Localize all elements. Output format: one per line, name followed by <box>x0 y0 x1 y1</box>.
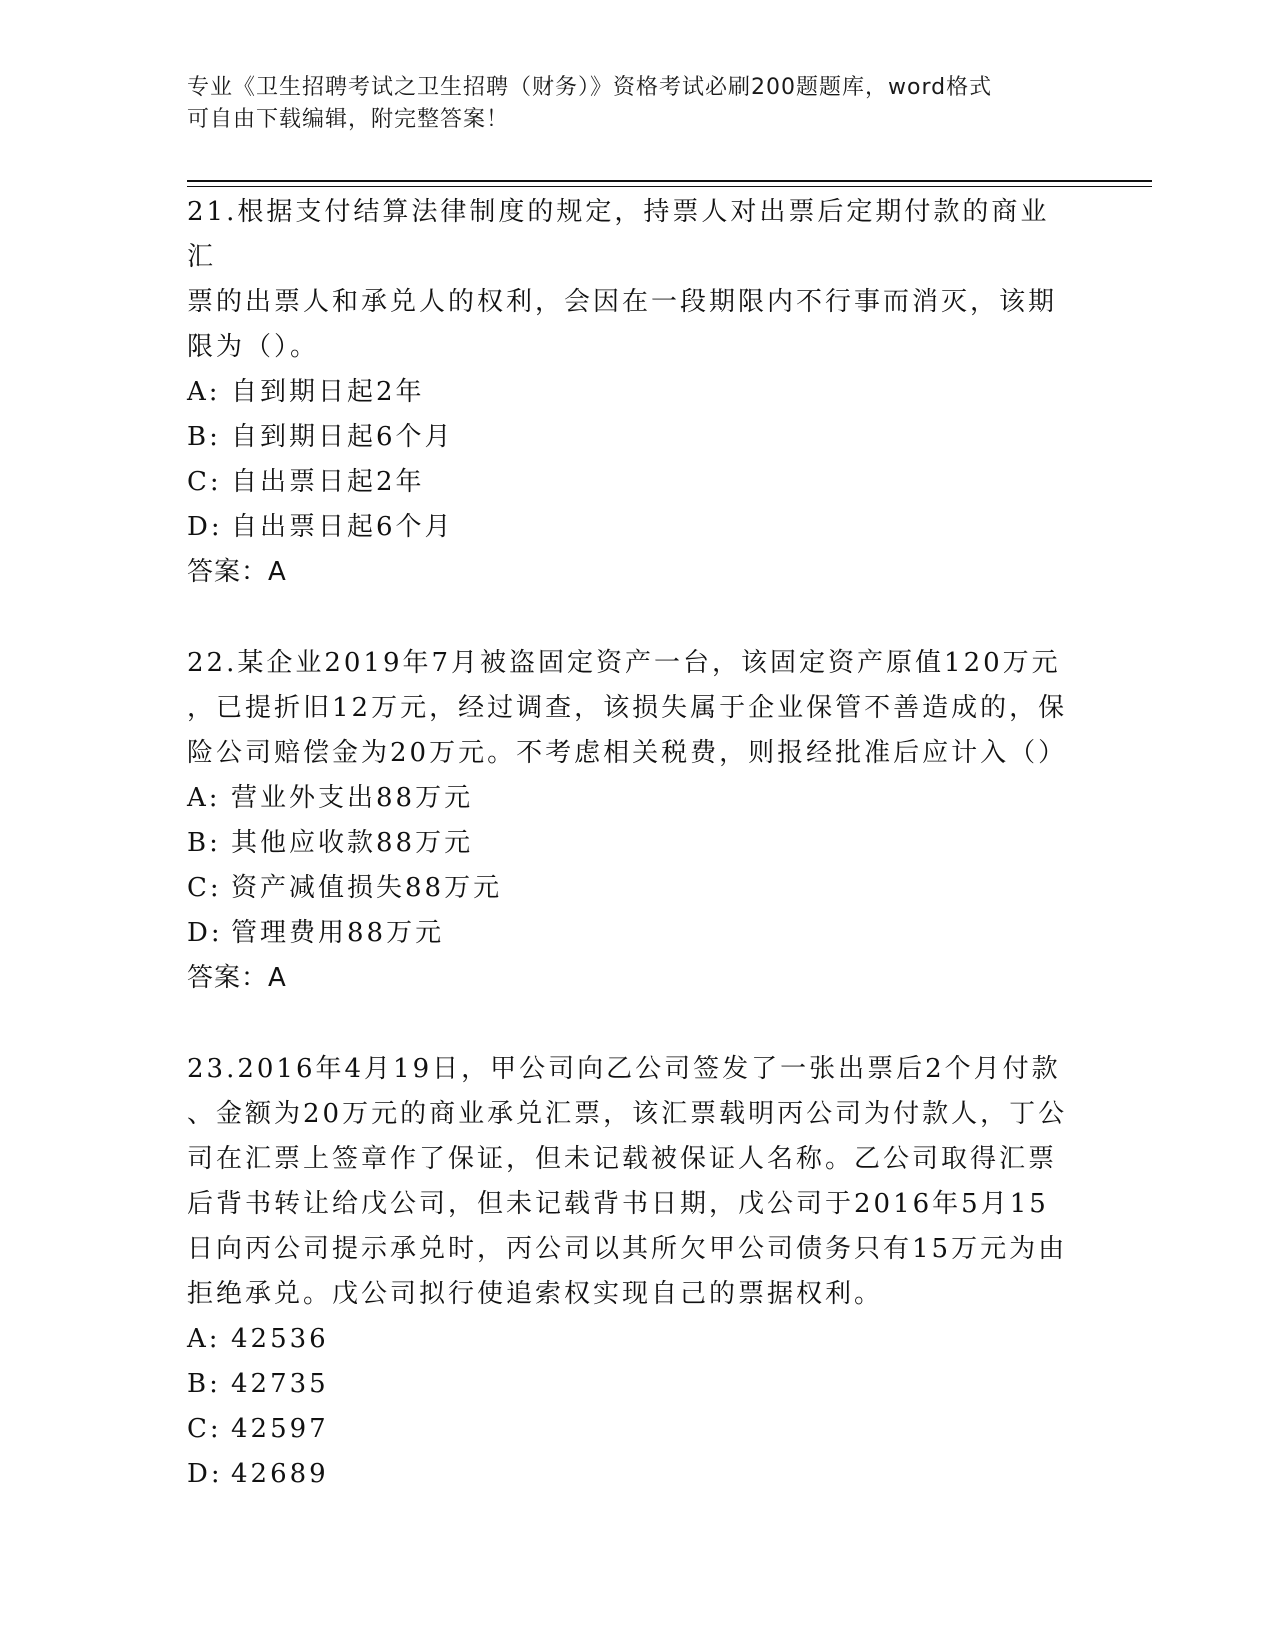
question-stem-line: 险公司赔偿金为20万元。不考虑相关税费，则报经批准后应计入（） <box>187 738 1068 768</box>
option-a <box>187 370 1077 415</box>
option-key: A: <box>187 783 221 813</box>
document-header <box>187 72 1067 136</box>
header-line-1: 专业《卫生招聘考试之卫生招聘（财务）》资格考试必刷200题题库，word格式 <box>187 75 993 100</box>
option-text: 自出票日起6个月 <box>231 512 454 542</box>
option-d <box>187 505 1077 550</box>
option-b <box>187 415 1077 460</box>
option-c <box>187 1407 1077 1452</box>
question-stem-line: 23.2016年4月19日，甲公司向乙公司签发了一张出票后2个月付款 <box>187 1054 1061 1084</box>
question-stem-line: 后背书转让给戊公司，但未记载背书日期，戊公司于2016年5月15 <box>187 1189 1049 1219</box>
question-22 <box>187 641 1077 1001</box>
header-line-2: 可自由下载编辑，附完整答案！ <box>187 107 510 132</box>
option-b <box>187 821 1077 866</box>
option-text: 42689 <box>231 1459 329 1489</box>
question-stem-line: 限为（）。 <box>187 332 320 362</box>
option-key: B: <box>187 1369 221 1399</box>
question-23 <box>187 1047 1077 1497</box>
option-b <box>187 1362 1077 1407</box>
option-text: 资产减值损失88万元 <box>231 873 503 903</box>
option-key: D: <box>187 1459 223 1489</box>
option-key: D: <box>187 512 223 542</box>
option-a <box>187 776 1077 821</box>
option-text: 营业外支出88万元 <box>231 783 474 813</box>
question-stem-line: 日向丙公司提示承兑时，丙公司以其所欠甲公司债务只有15万元为由 <box>187 1234 1068 1264</box>
question-stem-line: ，已提折旧12万元，经过调查，该损失属于企业保管不善造成的，保 <box>187 693 1068 723</box>
question-stem-line: 司在汇票上签章作了保证，但未记载被保证人名称。乙公司取得汇票 <box>187 1144 1058 1174</box>
option-c <box>187 866 1077 911</box>
question-stem-line: 22.某企业2019年7月被盗固定资产一台，该固定资产原值120万元 <box>187 648 1061 678</box>
question-list <box>187 190 1077 1543</box>
option-key: B: <box>187 828 221 858</box>
answer-line: 答案：A <box>187 963 287 993</box>
option-text: 自到期日起2年 <box>231 377 425 407</box>
option-key: B: <box>187 422 221 452</box>
question-stem-line: 拒绝承兑。戊公司拟行使追索权实现自己的票据权利。 <box>187 1279 884 1309</box>
option-d <box>187 1452 1077 1497</box>
option-text: 管理费用88万元 <box>231 918 445 948</box>
question-stem-line: 票的出票人和承兑人的权利，会因在一段期限内不行事而消灭，该期 <box>187 287 1058 317</box>
option-c <box>187 460 1077 505</box>
question-21 <box>187 190 1077 595</box>
option-key: C: <box>187 467 222 497</box>
answer-line: 答案：A <box>187 557 287 587</box>
option-key: A: <box>187 1324 221 1354</box>
option-key: C: <box>187 873 222 903</box>
option-a <box>187 1317 1077 1362</box>
option-text: 自出票日起2年 <box>231 467 425 497</box>
option-text: 自到期日起6个月 <box>231 422 454 452</box>
option-text: 42735 <box>231 1369 329 1399</box>
question-stem-line: 、金额为20万元的商业承兑汇票，该汇票载明丙公司为付款人，丁公 <box>187 1099 1068 1129</box>
header-divider-thick <box>187 180 1152 182</box>
question-stem-line: 21.根据支付结算法律制度的规定，持票人对出票后定期付款的商业汇 <box>187 197 1050 272</box>
option-d <box>187 911 1077 956</box>
option-key: D: <box>187 918 223 948</box>
option-text: 42597 <box>231 1414 329 1444</box>
option-text: 42536 <box>231 1324 329 1354</box>
option-text: 其他应收款88万元 <box>231 828 474 858</box>
option-key: C: <box>187 1414 222 1444</box>
header-divider-thin <box>187 186 1152 187</box>
option-key: A: <box>187 377 221 407</box>
